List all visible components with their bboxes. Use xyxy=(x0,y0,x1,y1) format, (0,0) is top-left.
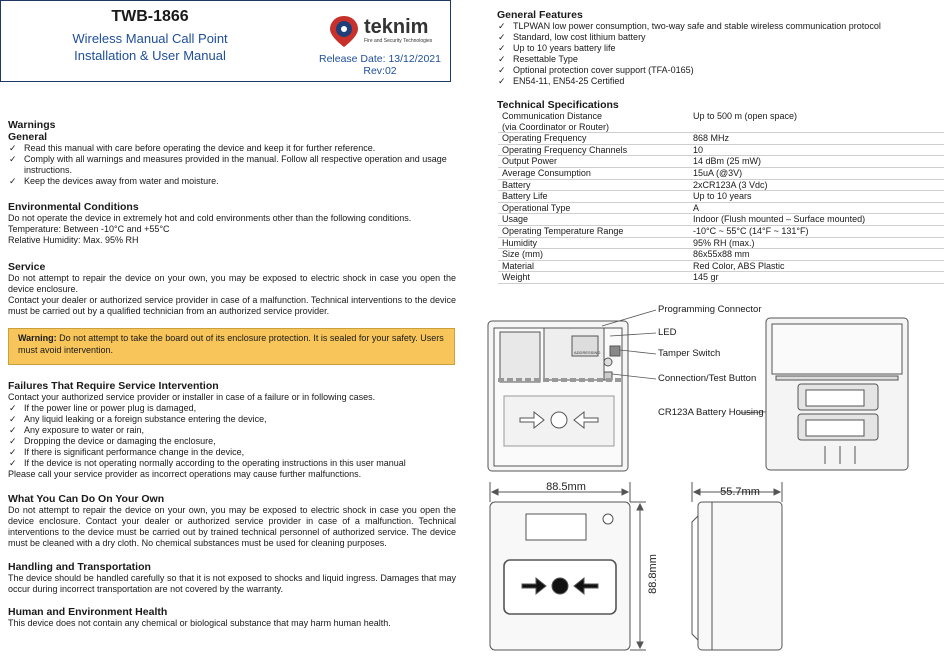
spec-value: 145 gr xyxy=(689,272,944,284)
spec-value: 95% RH (max.) xyxy=(689,237,944,249)
side-view-drawing xyxy=(692,482,782,650)
list-item: ✓ If the device is not operating normally according to the operating instructions in this user manual xyxy=(8,458,456,469)
list-item: ✓ Keep the devices away from water and moisture. xyxy=(8,176,456,187)
specs-title-wrap xyxy=(497,99,945,111)
spec-value: 10 xyxy=(689,144,944,156)
spec-key: Output Power xyxy=(498,156,689,168)
internal-view-drawing xyxy=(488,321,628,471)
product-code: TWB-1866 xyxy=(111,8,189,25)
own-section xyxy=(8,493,456,549)
spec-key: Humidity xyxy=(498,237,689,249)
features-section xyxy=(497,9,945,87)
label-led: LED xyxy=(658,327,677,338)
service-p1: Do not attempt to repair the device on your own, you may be exposed to electric shock in case you open the device enclosure. xyxy=(8,273,456,294)
spec-key: Operational Type xyxy=(498,202,689,214)
table-row xyxy=(498,237,944,249)
spec-value: 14 dBm (25 mW) xyxy=(689,156,944,168)
release-date: Release Date: 13/12/2021 xyxy=(318,53,441,65)
table-row xyxy=(498,191,944,203)
list-item: ✓ Any liquid leaking or a foreign substance entering the device, xyxy=(8,414,456,425)
spec-key: Material xyxy=(498,260,689,272)
dim-height: 88.8mm xyxy=(647,554,659,594)
own-title: What You Can Do On Your Own xyxy=(8,493,165,505)
warning-box xyxy=(8,328,455,365)
failures-title: Failures That Require Service Intervention xyxy=(8,380,219,392)
spec-key: Communication Distance xyxy=(502,111,603,121)
list-item: ✓ Standard, low cost lithium battery xyxy=(497,32,945,43)
left-column xyxy=(8,119,456,187)
label-battery-housing: CR123A Battery Housing xyxy=(658,407,764,418)
brand-name: teknim xyxy=(364,16,429,38)
list-item: ✓ Dropping the device or damaging the enclosure, xyxy=(8,436,456,447)
table-row xyxy=(498,179,944,191)
list-item: ✓ EN54-11, EN54-25 Certified xyxy=(497,76,945,87)
list-item: ✓ If there is significant performance change in the device, xyxy=(8,447,456,458)
list-item: ✓ Up to 10 years battery life xyxy=(497,43,945,54)
list-item: ✓ Read this manual with care before operating the device and keep it for further reference. xyxy=(8,143,456,154)
failures-intro: Contact your authorized service provider or installer in case of a failure or in following cases. xyxy=(8,392,376,402)
subtitle-line-1: Wireless Manual Call Point xyxy=(72,31,228,46)
env-title: Environmental Conditions xyxy=(8,201,139,213)
table-row xyxy=(498,249,944,261)
table-row xyxy=(498,214,944,226)
general-list xyxy=(8,143,456,187)
table-row xyxy=(498,225,944,237)
list-item: ✓ Optional protection cover support (TFA-0165) xyxy=(497,65,945,76)
spec-value: 2xCR123A (3 Vdc) xyxy=(689,179,944,191)
env-section xyxy=(8,201,456,246)
table-row xyxy=(498,111,944,133)
env-line-1: Do not operate the device in extremely hot and cold environments other than the following conditions. xyxy=(8,213,412,223)
handling-section xyxy=(8,561,456,595)
table-row xyxy=(498,133,944,145)
list-item: ✓ Any exposure to water or rain, xyxy=(8,425,456,436)
header-box xyxy=(0,0,451,82)
dim-width: 88.5mm xyxy=(546,481,586,493)
label-tamper-switch: Tamper Switch xyxy=(658,348,721,359)
table-row xyxy=(498,260,944,272)
table-row xyxy=(498,167,944,179)
list-item: ✓ If the power line or power plug is damaged, xyxy=(8,403,456,414)
general-title: General xyxy=(8,131,48,143)
list-item: ✓ TLPWAN low power consumption, two-way safe and stable wireless communication protocol xyxy=(497,21,945,32)
spec-key: Battery Life xyxy=(498,191,689,203)
env-line-3: Relative Humidity: Max. 95% RH xyxy=(8,235,139,245)
back-view-drawing xyxy=(766,318,908,470)
dim-depth: 55.7mm xyxy=(720,486,760,498)
spec-value: -10°C ~ 55°C (14°F ~ 131°F) xyxy=(689,225,944,237)
spec-key: Usage xyxy=(498,214,689,226)
spec-value: 868 MHz xyxy=(689,133,944,145)
addressing-label: ADDRESSING xyxy=(574,350,601,355)
health-section xyxy=(8,606,456,629)
warning-text: Do not attempt to take the board out of its enclosure protection. It is sealed for your safety. Users must avoid intervention. xyxy=(18,333,444,355)
table-row xyxy=(498,272,944,284)
spec-value: Up to 500 m (open space) xyxy=(689,111,944,133)
spec-value: 86x55x88 mm xyxy=(689,249,944,261)
spec-value: 15uA (@3V) xyxy=(689,167,944,179)
health-title: Human and Environment Health xyxy=(8,606,168,618)
label-programming-connector: Programming Connector xyxy=(658,304,762,315)
features-list xyxy=(497,21,945,87)
warning-label: Warning: xyxy=(18,333,57,343)
table-row xyxy=(498,156,944,168)
spec-value: Up to 10 years xyxy=(689,191,944,203)
failures-section xyxy=(8,380,456,480)
failures-list xyxy=(8,403,456,469)
service-p2: Contact your dealer or authorized service provider in case of a malfunction. Technical interventions to the device must be carried out by a qualified technician from an authorized service provider. xyxy=(8,295,456,316)
subtitle-line-2: Installation & User Manual xyxy=(74,48,226,63)
service-title: Service xyxy=(8,261,46,273)
spec-key: Average Consumption xyxy=(498,167,689,179)
label-connection-test-button: Connection/Test Button xyxy=(658,373,757,384)
failures-outro: Please call your service provider as incorrect operations may cause further malfunctions. xyxy=(8,469,362,479)
service-section xyxy=(8,261,456,317)
spec-key: Operating Frequency Channels xyxy=(498,144,689,156)
brand-subtitle: Fire and Security Technologies xyxy=(364,38,433,44)
spec-value: Red Color, ABS Plastic xyxy=(689,260,944,272)
handling-text: The device should be handled carefully so that it is not exposed to shocks and liquid ingress. Damages that may occur during incorrect transportation are not covered by the warranty. xyxy=(8,573,456,594)
revision: Rev:02 xyxy=(363,65,397,77)
specs-table xyxy=(498,111,944,284)
table-row xyxy=(498,202,944,214)
spec-key: Operating Frequency xyxy=(498,133,689,145)
spec-value: A xyxy=(689,202,944,214)
spec-key: Operating Temperature Range xyxy=(498,225,689,237)
spec-key: Size (mm) xyxy=(498,249,689,261)
handling-title: Handling and Transportation xyxy=(8,561,151,573)
front-view-drawing xyxy=(490,482,646,650)
list-item: ✓ Resettable Type xyxy=(497,54,945,65)
list-item: ✓ Comply with all warnings and measures provided in the manual. Follow all respective operation and usage instructions. xyxy=(8,154,456,176)
teknim-logo-icon xyxy=(328,14,360,48)
features-title: General Features xyxy=(497,9,583,21)
table-row xyxy=(498,144,944,156)
spec-key: Battery xyxy=(498,179,689,191)
health-text: This device does not contain any chemical or biological substance that may harm human health. xyxy=(8,618,391,628)
spec-value: Indoor (Flush mounted – Surface mounted) xyxy=(689,214,944,226)
spec-key-2: (via Coordinator or Router) xyxy=(502,121,610,132)
env-line-2: Temperature: Between -10°C and +55°C xyxy=(8,224,170,234)
spec-key: Weight xyxy=(498,272,689,284)
own-text: Do not attempt to repair the device on your own, you may be exposed to electric shock in case you open the device enclosure. Contact your dealer or authorized service provider in case of a malfunction. Technical interventions to the device must be carried out by trained technical personnel of authorized service. The device must be cleaned with a dry cloth. No chemical substances must be used for cleaning purposes. xyxy=(8,505,456,548)
specs-title: Technical Specifications xyxy=(497,99,619,111)
warnings-title: Warnings xyxy=(8,119,56,131)
